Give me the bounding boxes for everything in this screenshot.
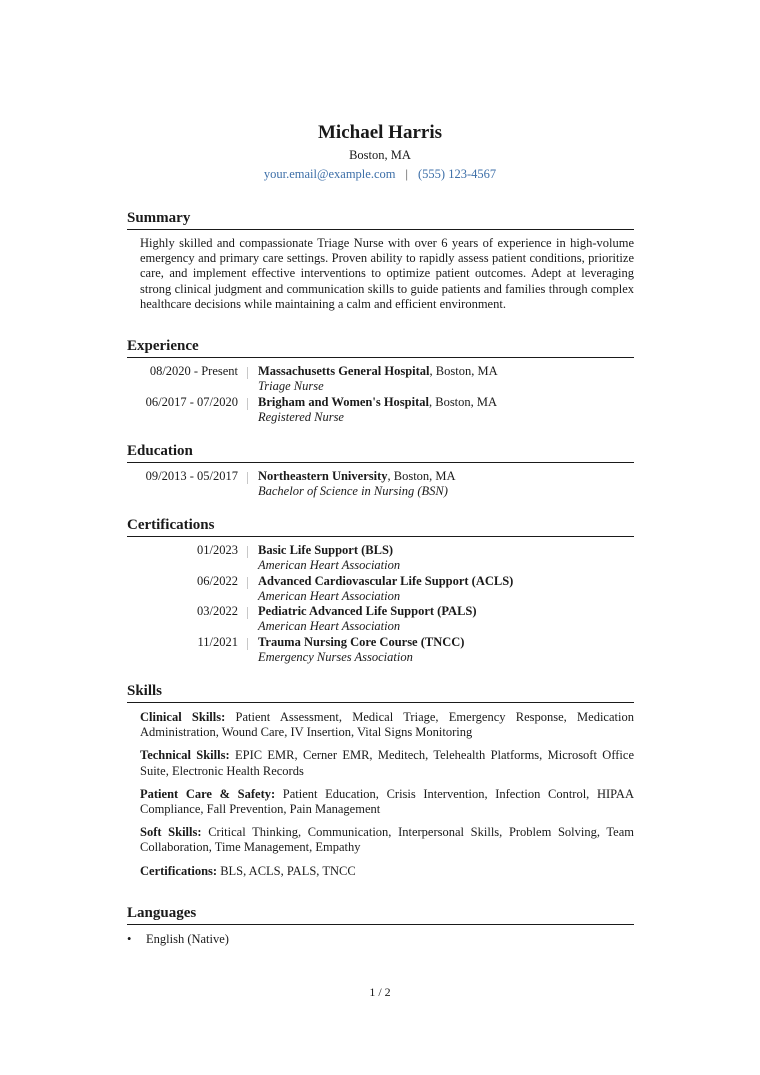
entry-body — [258, 574, 634, 604]
email-link[interactable]: your.email@example.com — [263, 167, 396, 181]
bullet-icon: • — [127, 932, 132, 946]
skill-values: Patient Education, Crisis Intervention, Infection Control, HIPAA Compliance, Fall Prevention, Pain Management — [140, 786, 634, 817]
date-divider — [247, 398, 248, 410]
skill-label: Clinical Skills: — [140, 710, 226, 724]
candidate-location: Boston, MA — [349, 148, 411, 162]
certification-name — [258, 635, 634, 650]
entry-location: , Boston, MA — [387, 469, 456, 483]
section-title-summary: Summary — [127, 209, 634, 230]
languages-list — [127, 932, 634, 947]
skill-values: Critical Thinking, Communication, Interpersonal Skills, Problem Solving, Team Collaboration, Time Management, Empathy — [140, 825, 634, 855]
date-divider — [247, 546, 248, 558]
certification-issuer: American Heart Association — [258, 619, 401, 633]
contact-line — [0, 166, 760, 182]
skill-group — [140, 825, 634, 855]
page-number: 1 / 2 — [369, 985, 391, 999]
date-divider — [247, 367, 248, 379]
certification-name — [258, 543, 634, 558]
education-list — [127, 469, 634, 500]
entry-heading — [258, 395, 634, 410]
certification-name — [258, 604, 634, 619]
skill-label: Technical Skills: — [140, 748, 230, 763]
skill-values: BLS, ACLS, PALS, TNCC — [217, 863, 356, 878]
skills-list — [127, 710, 634, 879]
skill-group — [140, 748, 634, 778]
experience-section — [127, 337, 634, 425]
date-divider — [247, 472, 248, 484]
entry-date: 11/2021 — [197, 634, 238, 649]
certification-entry — [127, 604, 634, 635]
certification-name-text: Advanced Cardiovascular Life Support (ACLS) — [258, 573, 514, 588]
section-title-languages: Languages — [127, 904, 634, 925]
certification-entry — [127, 543, 634, 574]
summary-text: Highly skilled and compassionate Triage Nurse with over 6 years of experience in high-volume emergency and primary care settings. Proven ability to rapidly assess patient conditions, prioritize care, and implement effective interventions to optimize patient outcomes. Adept at leveraging strong clinical judgment and communication skills to guide patients and families through complex healthcare decisions while maintaining a calm and efficient environment. — [140, 236, 634, 311]
phone-link[interactable]: (555) 123-4567 — [418, 167, 497, 181]
section-title-certifications: Certifications — [127, 516, 634, 537]
skill-group — [140, 787, 634, 817]
skills-section — [127, 682, 634, 887]
date-divider — [247, 638, 248, 650]
skill-label: Certifications: — [140, 863, 218, 878]
skill-values: Patient Assessment, Medical Triage, Emergency Response, Medication Administration, Wound Care, IV Insertion, Vital Signs Monitoring — [140, 710, 634, 740]
language-item — [127, 932, 634, 947]
entry-date: 03/2022 — [197, 604, 238, 618]
entry-body — [258, 364, 634, 394]
skill-label: Soft Skills: — [140, 825, 202, 840]
experience-entry — [127, 364, 634, 395]
entry-date: 08/2020 - Present — [149, 364, 238, 378]
entry-location: , Boston, MA — [429, 364, 498, 378]
entry-date: 06/2017 - 07/2020 — [145, 394, 238, 409]
date-divider — [247, 607, 248, 619]
certification-entry — [127, 574, 634, 605]
section-title-experience: Experience — [127, 337, 634, 358]
certification-entry — [127, 635, 634, 666]
entry-degree: Bachelor of Science in Nursing (BSN) — [258, 484, 448, 498]
skill-label: Patient Care & Safety: — [140, 786, 276, 801]
entry-date: 09/2013 - 05/2017 — [145, 469, 238, 483]
certification-name-text: Trauma Nursing Core Course (TNCC) — [258, 634, 465, 649]
certification-issuer: American Heart Association — [258, 558, 401, 572]
entry-date: 06/2022 — [197, 573, 238, 588]
experience-entry — [127, 395, 634, 426]
entry-organization: Brigham and Women's Hospital — [258, 394, 429, 409]
candidate-name: Michael Harris — [318, 122, 442, 143]
entry-organization: Massachusetts General Hospital — [258, 364, 430, 378]
skill-values: EPIC EMR, Cerner EMR, Meditech, Telehealth Platforms, Microsoft Office Suite, Electronic Health Records — [140, 748, 634, 778]
date-divider — [247, 577, 248, 589]
entry-role: Triage Nurse — [258, 379, 324, 393]
entry-organization: Northeastern University — [258, 469, 388, 483]
entry-body — [258, 635, 634, 665]
certification-name-text: Basic Life Support (BLS) — [258, 543, 394, 557]
entry-role: Registered Nurse — [258, 409, 344, 424]
entry-body — [258, 395, 634, 425]
education-entry — [127, 469, 634, 500]
certification-issuer: American Heart Association — [258, 588, 401, 603]
section-title-education: Education — [127, 442, 634, 463]
entry-date: 01/2023 — [197, 543, 238, 557]
skill-group — [140, 710, 634, 740]
language-name: English (Native) — [146, 932, 229, 946]
certifications-section — [127, 516, 634, 665]
certifications-list — [127, 543, 634, 665]
languages-section — [127, 904, 634, 947]
section-title-skills: Skills — [127, 682, 634, 703]
contact-separator: | — [405, 167, 408, 181]
education-section — [127, 442, 634, 500]
entry-body — [258, 604, 634, 634]
entry-body — [258, 543, 634, 573]
entry-heading — [258, 469, 634, 484]
entry-location: , Boston, MA — [428, 394, 498, 409]
certification-name-text: Pediatric Advanced Life Support (PALS) — [258, 604, 477, 618]
entry-heading — [258, 364, 634, 379]
experience-list — [127, 364, 634, 425]
skill-group — [140, 864, 634, 879]
certification-issuer: Emergency Nurses Association — [258, 649, 413, 664]
entry-body — [258, 469, 634, 499]
certification-name — [258, 574, 634, 589]
resume-header — [0, 121, 760, 182]
summary-section — [127, 209, 634, 312]
